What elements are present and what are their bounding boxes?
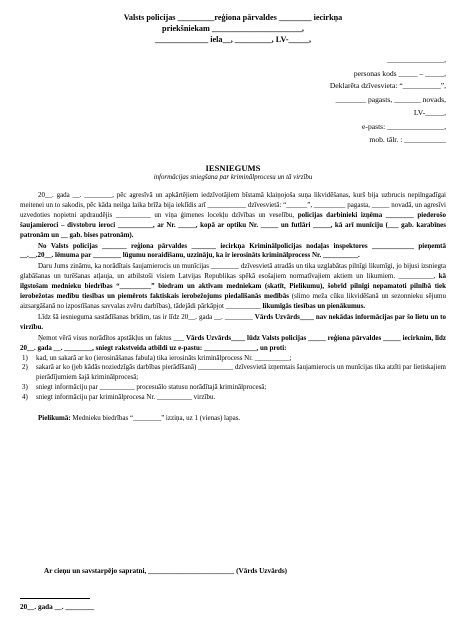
document-title: IESNIEGUMS — [205, 163, 261, 173]
list-item: 4) sniegt informāciju par kriminālprocesa Nr. __________ virzību. — [22, 393, 216, 402]
paragraph-legality-detail: (slimo meža cūku likvidēšanā un sezonnieku sējumu aizsargāšanā no izpostīšanas savvalas zvēru darbības), tādejādi pārkāpjot __________ — [20, 292, 447, 310]
paragraph-incident-seizure: policijas darbinieki izņēma ________ piederošo šaujamieroci – divstobru ieroci __________, ar Nr. _____, kopā ar optiku Nr. _____ un futlāri _____, kā arī munīciju (___ gab. karabīnes patronām un __ gab. bises patronām). — [20, 210, 447, 239]
paragraph-decision-text: No Valsts policijas _______ reģiona pārvaldes _______ iecirkņa Kriminālpolicijas nodaļas inspektores ____________ pieņemtā __.__.20__. lēmuma par ________ lūgumu noraidīšanu, uzzināju, ka ir ierosināts kriminālprocess Nr. __________. — [20, 241, 446, 260]
paragraph-no-info-date: Līdz šā iesnieguma sastādīšanas brīdim, tas ir līdz 20__. gada __. ________ — [38, 312, 255, 321]
attachment-label: Pielikumā: — [38, 414, 71, 423]
paragraph-incident — [20, 191, 446, 241]
list-item-text: kad, un sakarā ar ko (ierosināšanas fabula) tika ierosināts kriminālprocess Nr. __________; — [36, 353, 292, 362]
applicant-phone: mob. tālr. : ___________ — [369, 135, 446, 144]
applicant-email: e-pasts: _______________, — [362, 122, 446, 131]
paragraph-legality-restriction: kā ilgstošam mednieku biedrības “_________” biedram un aktīvam medniekam (skatīt, Pielikumu), šobrīd pilnīgi nepamatoti pilnībā tiek ierobežotas medību tiesības un piemērots faktiskais ierobežojums piedalīšanās medībās — [20, 272, 446, 301]
paragraph-request-text: Vārds Uzvārds____ lūdz Valsts policijas _____ reģiona pārvaldes _____ iecirknim, līdz 20__. gada __. ________, sniegt rakstveida atbildi uz e-pastu: _______________, un proti: — [20, 333, 446, 352]
closing-line: Ar cieņu un savstarpējo sapratni, ________________________ (Vārds Uzvārds) — [44, 567, 288, 575]
paragraph-request-intro: Ņemot vērā visus norādītos apstākļus un faktus ___ — [38, 333, 186, 342]
addressee-line-1: Valsts policijas _________reģiona pārvaldes ________ iecirkņa — [123, 13, 343, 22]
applicant-declared-address: Deklarēta dzīvesvieta: “__________”, — [329, 81, 446, 90]
paragraph-decision — [20, 242, 446, 262]
document-subtitle: informācijas sniegšana par kriminālprocesu un tā virzību — [153, 174, 313, 181]
list-item: 2) sakarā ar ko (jeb kādās noziedzīgās darbības pierādīšanā) __________ dzīvesvietā izņemtais šaujamierocis un munīcijas tika atzīti par lietiskajiem pierādījumiem šajā kriminālprocesā; — [22, 363, 446, 382]
paragraph-request — [20, 334, 446, 354]
paragraph-legality — [20, 262, 446, 312]
paragraph-legality-text: Daru Jums zināmu, ka norādītais šaujamierocis un munīcijas ________ dzīvesvietā atradās un tika uzglabātas pilnīgi likumīgi, jo bijusi izsniegta glabāšanas un turēšanas atļauja, un atbilstoši visiem Latvijas Republikas spēkā esošajiem normatīvajiem aktiem un likumiem. __________, — [20, 262, 446, 281]
applicant-personal-code: personas kods _____ – _____, — [353, 69, 446, 78]
paragraph-no-info — [20, 313, 446, 333]
list-item: 3) sniegt informāciju par __________ procesuālo statusu norādītajā kriminālprocesā; — [22, 383, 267, 392]
applicant-name: _______________, — [387, 55, 446, 64]
paragraph-incident-text: 20__. gada __. ________, pēc agresīvā un apkārtējiem iedzīvotājiem bīstamā klaiņojoša suņa likvidēšanas, kurš bija uzbrucis nepilngadīgai meitenei un to sakodis, pēc kāda neilga laika brīža bija ieklīdis arī ___________ dzīvesvietā: “______”, _________ pagasta, _____ novadā, un agresīvi uzvedoties nopietni apdraudējis __________ un viņa ģimenes locekļu dzīvības un veselību, — [20, 191, 446, 219]
list-item-text: sakarā ar ko (jeb kādās noziedzīgās darbības pierādīšanā) __________ dzīvesvietā izņemtais šaujamierocis un munīcijas tika atzīti par lietiskajiem pierādījumiem šajā kriminālprocesā; — [36, 363, 446, 382]
paragraph-legality-rights: likumīgās tiesības un pienākumus. — [262, 301, 366, 310]
addressee-line-2: priekšniekam ______________________, — [162, 24, 304, 33]
applicant-parish: ________ pagasts, _______ novads, — [335, 95, 446, 104]
attachment-line — [20, 414, 446, 424]
paragraph-no-info-text: Vārds Uzvārds____ nav nekādas informācijas par šo lietu un to virzību. — [20, 312, 447, 331]
signature-line — [20, 598, 90, 599]
attachment-text: Mednieku biedrības “________” izziņa, uz 1 (vienas) lapas. — [70, 414, 241, 423]
date-line: 20__. gada __. ________ — [20, 603, 95, 611]
applicant-postcode: LV-_____, — [413, 108, 446, 117]
list-item-text: sniegt informāciju par kriminālprocesa Nr. __________ virzību. — [36, 393, 216, 402]
list-item-text: sniegt informāciju par __________ procesuālo statusu norādītajā kriminālprocesā; — [36, 383, 267, 392]
request-list — [20, 354, 446, 404]
addressee-line-3: _____________ iela__, _________, LV-_____, — [154, 35, 312, 44]
list-item: 1) kad, un sakarā ar ko (ierosināšanas fabula) tika ierosināts kriminālprocess Nr. __________; — [22, 353, 292, 362]
document-body — [20, 191, 446, 424]
